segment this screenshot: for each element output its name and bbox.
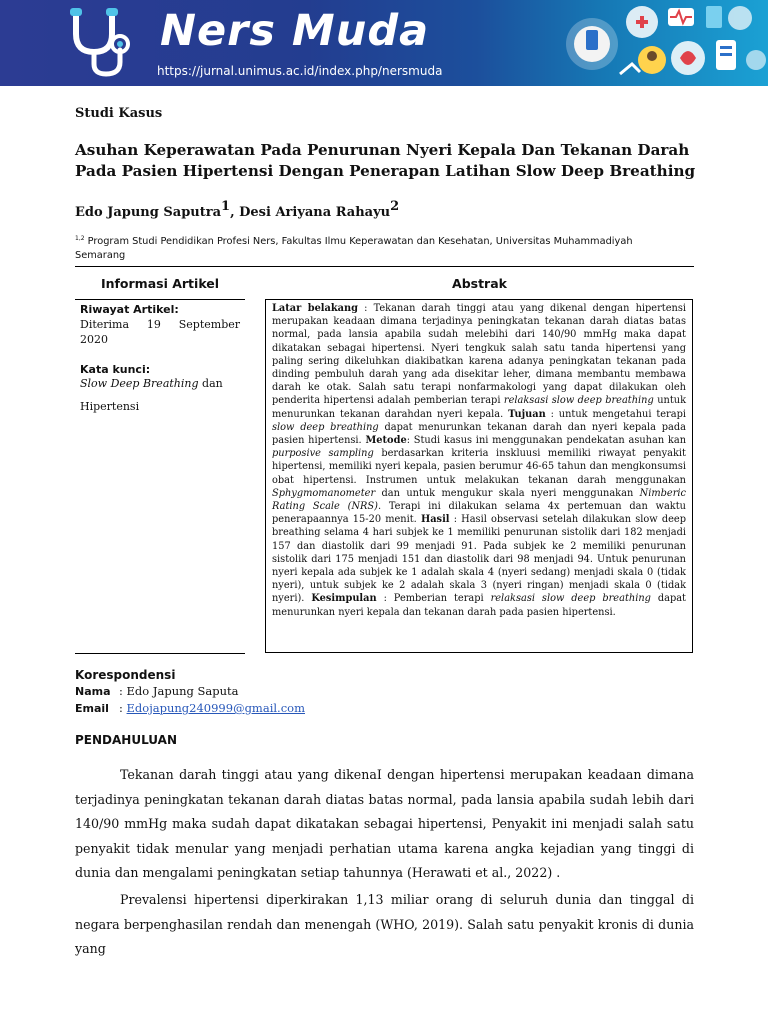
affiliation [75, 232, 635, 263]
correspondence-name-row [75, 684, 239, 698]
author-superscript: 2 [390, 199, 400, 214]
journal-banner [0, 0, 768, 86]
keywords-line: Slow Deep Breathing dan [80, 377, 223, 390]
medical-decoration-icon [560, 0, 768, 86]
section-heading: PENDAHULUAN [75, 733, 177, 747]
affiliation-text: Program Studi Pendidikan Profesi Ners, Fakultas Ilmu Keperawatan dan Kesehatan, Universitas Muhammadiyah Semarang [75, 236, 633, 261]
keyword: Slow Deep Breathing [80, 377, 199, 390]
article-info-heading: Informasi Artikel [100, 276, 220, 291]
article-type-label: Studi Kasus [75, 106, 163, 121]
history-value: Diterima 19 September 2020 [80, 318, 240, 346]
email-label: Email [75, 702, 109, 715]
affiliation-superscript: 1,2 [75, 235, 85, 242]
name-value: : Edo Japung Saputa [119, 684, 239, 698]
journal-url[interactable]: https://jurnal.unimus.ac.id/index.php/nersmuda [157, 64, 443, 78]
correspondence-email-row: Email : Edojapung240999@gmail.com [75, 701, 305, 715]
table-top-rule [75, 266, 694, 267]
info-top-rule [75, 299, 245, 300]
author-name: Desi Ariyana Rahayu [239, 205, 391, 220]
email-link[interactable]: Edojapung240999@gmail.com [126, 701, 305, 715]
keyword: Hipertensi [80, 400, 140, 413]
stethoscope-icon [62, 4, 142, 82]
author-list [75, 199, 399, 220]
abstract-heading: Abstrak [452, 276, 507, 291]
info-bottom-rule [75, 653, 245, 654]
correspondence-heading: Korespondensi [75, 668, 176, 682]
author-separator: , [230, 205, 240, 220]
history-label: Riwayat Artikel: [80, 303, 179, 316]
journal-name: Ners Muda [160, 6, 430, 56]
body-paragraph: Tekanan darah tinggi atau yang dikenaI dengan hipertensi merupakan keadaan dimana terjadinya peningkatan tekanan darah diatas batas normal, pada lansia apabila sudah lebih dari 140/90 mmHg maka sudah dapat dikatakan sebagai hipertensi, Penyakit ini menjadi salah satu penyakit tidak menular yang menjadi perhatian utama karena angka kejadian yang tinggi di dunia dan mengalami peningkatan setiap tahunnya (Herawati et al., 2022) . [75, 767, 694, 880]
paper-title: Asuhan Keperawatan Pada Penurunan Nyeri Kepala Dan Tekanan Darah Pada Pasien Hipertensi Dengan Penerapan Latihan Slow Deep Breathing [75, 141, 696, 180]
keywords-label: Kata kunci: [80, 363, 151, 376]
author-name: Edo Japung Saputra [75, 205, 222, 220]
name-label: Nama [75, 685, 111, 698]
author-superscript: 1 [221, 199, 231, 214]
abstract-text: Latar belakang : Tekanan darah tinggi atau yang dikenal dengan hipertensi merupakan keadaan dimana terjadinya peningkatan tekanan darah diatas batas normal, pada lansia apabila sudah melebihi dari 140/90 mmHg maka dapat dikatakan sebagai hipertensi. Nyeri tengkuk salah satu tanda hipertensi yang paling sering dikeluhkan diakibatkan karena adanya peningkatan tekanan pada dinding pembuluh darah yang ada disekitar leher, dimana membantu membawa darah ke otak. Salah satu terapi nonfarmakologi yang dapat dilakukan oleh penderita hipertensi adalah pemberian terapi relaksasi slow deep breathing untuk menurunkan tekanan darahdan nyeri kepala. Tujuan : untuk mengetahui terapi slow deep breathing dapat menurunkan tekanan darah dan nyeri kepala pada pasien hipertensi. Metode: Studi kasus ini menggunakan pendekatan asuhan kan purposive sampling berdasarkan kriteria inskluusi memiliki riwayat penyakit hipertensi, memiliki nyeri kepala, pasien berumur 46-65 tahun dan mengkonsumsi obat hipertensi. Instrumen untuk melakukan tekanan darah menggunakan Sphygmomanometer dan untuk mengukur skala nyeri menggunakan Nimberic Rating Scale (NRS). Terapi ini dilakukan selama 4x pertemuan dan waktu penerapaannya 15-20 menit. Hasil : Hasil observasi setelah dilakukan slow deep breathing selama 4 hari subjek ke 1 memiliki penurunan sistolik dari 182 menjadi 157 dan diastolik dari 99 menjadi 91. Pada subjek ke 2 memiliki penurunan sistolik dari 175 menjadi 151 dan diastolik dari 98 menjadi 94. Untuk penurunan nyeri kepala ada subjek ke 1 adalah skala 4 (nyeri sedang) menjadi skala 0 (tidak nyeri), untuk subjek ke 2 adalah skala 3 (nyeri ringan) menjadi skala 0 (tidak nyeri). Kesimpulan : Pemberian terapi relaksasi slow deep breathing dapat menurunkan nyeri kepala dan tekanan darah pada pasien hipertensi. [272, 303, 686, 618]
body-paragraph: Prevalensi hipertensi diperkirakan 1,13 miliar orang di seluruh dunia dan tinggal di negara berpenghasilan rendah dan menengah (WHO, 2019). Salah satu penyakit kronis di dunia yang [75, 892, 694, 956]
